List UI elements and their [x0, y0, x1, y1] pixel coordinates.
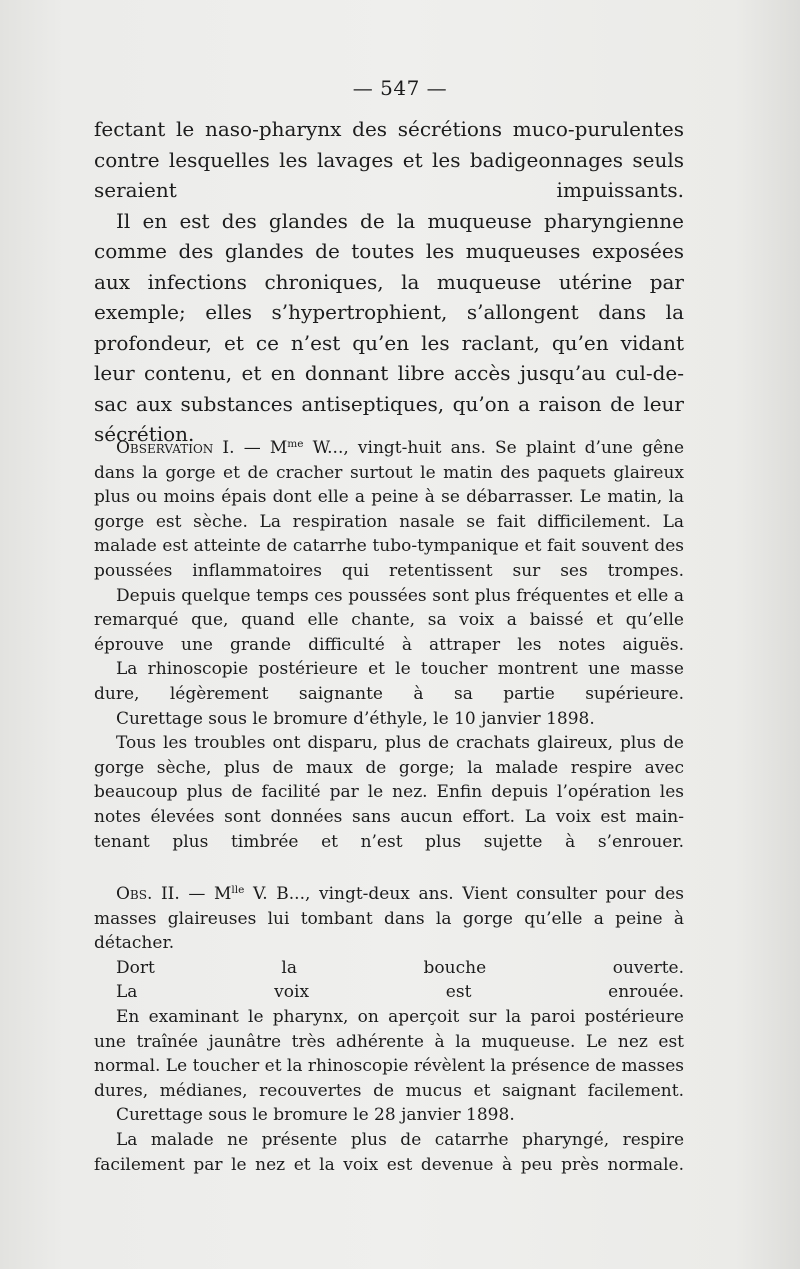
observation-2-heading: Obs. II. [116, 884, 180, 904]
observation-1-heading: Observation I. [116, 438, 235, 458]
observation-1-paragraph-5: Tous les troubles ont disparu, plus de crachats glaireux, plus de gorge sèche, plus de maux de gorge; la malade respire avec beaucoup plus de facilité par le nez. Enfin depuis l’opération les notes élevées sont données sans aucun effort. La voix est main- tenant plus timbrée et n’est plus sujette à s’enrouer. [94, 733, 684, 852]
observation-2-paragraph-2: Dort la bouche ouverte. [116, 957, 684, 978]
intro-text [94, 114, 684, 450]
observation-1-paragraph-1: Observation I. — $M^{me}$ W..., vingt-huit ans. Se plaint d’une gêne dans la gorge et de cracher surtout le matin des paquets glaireux plus ou moins épais dont elle a peine à se débarrasser. Le matin, la gorge est sèche. La respiration nasale se fait difficilement. La malade est atteinte de catarrhe tubo-tympanique et fait souvent des poussées inflammatoires qui retentissent sur ses trompes. [94, 438, 685, 581]
page-number: — 547 — [352, 76, 448, 100]
observation-2-paragraph-1: Obs. II. — $M^{lle}$ V. B..., vingt-deux ans. Vient consulter pour des masses glaireuses lui tombant dans la gorge qu’elle a peine à détacher. [94, 884, 685, 954]
observation-1 [94, 436, 684, 854]
observation-1-paragraph-2: Depuis quelque temps ces poussées sont plus fréquentes et elle a remarqué que, quand elle chante, sa voix a baissé et qu’elle éprouve une grande difficulté à attraper les notes aiguës. [94, 585, 685, 655]
observation-1-paragraph-3: La rhinoscopie postérieure et le toucher montrent une masse dure, légèrement saignante à sa partie supérieure. [94, 659, 684, 704]
observation-2-paragraph-4: En examinant le pharynx, on aperçoit sur la paroi postérieure une traînée jaunâtre très adhérente à la muqueuse. Le nez est normal. Le toucher et la rhinoscopie révèlent la présence de masses dures, médianes, recouvertes de mucus et saignant facilement. [94, 1006, 685, 1101]
observation-1-paragraph-4: Curettage sous le bromure d’éthyle, le 10 janvier 1898. [116, 708, 595, 729]
observation-2-paragraph-3: La voix est enrouée. [116, 982, 684, 1003]
intro-paragraph-1: fectant le naso-pharynx des sécrétions muco-purulentes contre lesquelles les lavages et les badigeonnages seuls seraient impuissants. [94, 117, 684, 202]
observation-2-paragraph-6: La malade ne présente plus de catarrhe pharyngé, respire facilement par le nez et la voix est devenue à peu près normale. [94, 1129, 684, 1175]
observation-2 [94, 882, 684, 1177]
observation-2-paragraph-5: Curettage sous le bromure le 28 janvier 1898. [116, 1105, 515, 1126]
intro-paragraph-2: Il en est des glandes de la muqueuse pharyngienne comme des glandes de toutes les muqueuses exposées aux infections chroniques, la muqueuse utérine par exemple; elles s’hypertrophient, s’allongent dans la profondeur, et ce n’est qu’en les raclant, qu’en vidant leur contenu, et en donnant libre accès jusqu’au cul-de-sac aux substances antiseptiques, qu’on a raison de leur sécrétion. [94, 208, 685, 446]
